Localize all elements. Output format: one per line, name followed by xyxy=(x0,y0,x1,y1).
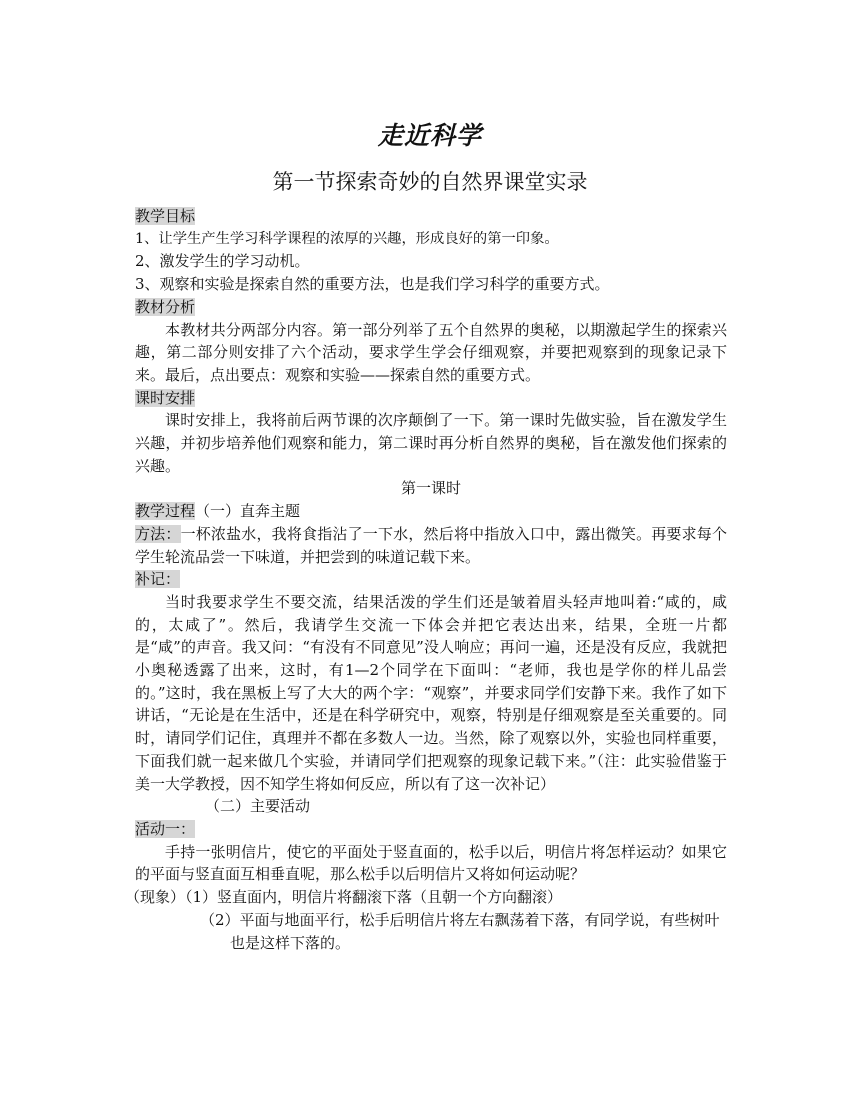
note-label: 补记： xyxy=(135,570,181,589)
goal-item: 3、观察和实验是探索自然的重要方法，也是我们学习科学的重要方式。 xyxy=(135,275,610,294)
phenomenon-one: （现象）（1）竖直面内，明信片将翻滚下落（且朝一个方向翻滚） xyxy=(125,888,563,907)
phenomenon-two: （2）平面与地面平行，松手后明信片将左右飘荡着下落，有同学说，有些树叶也是这样下落的。 xyxy=(200,910,720,952)
analysis-paragraph: 本教材共分两部分内容。第一部分列举了五个自然界的奥秘，以期激起学生的探索兴趣，第二部分则安排了六个活动，要求学生学会仔细观察，并要把观察到的现象记录下来。最后，点出要点：观察和实验——探索自然的重要方式。 xyxy=(135,320,727,384)
document-body xyxy=(125,205,727,954)
method-text: 一杯浓盐水，我将食指沾了一下水，然后将中指放入口中，露出微笑。再要求每个学生轮流品尝一下味道，并把尝到的味道记载下来。 xyxy=(135,524,727,566)
part-two-heading: （二）主要活动 xyxy=(205,797,311,816)
analysis-heading: 教材分析 xyxy=(135,297,196,316)
lesson-one-heading: 第一课时 xyxy=(400,479,461,498)
goals-heading: 教学目标 xyxy=(135,207,196,225)
note-paragraph: 当时我要求学生不要交流，结果活泼的学生们还是皱着眉头轻声地叫着:“咸的，咸的，太咸了”。然后，我请学生交流一下体会并把它表达出来，结果，全班一片都是“咸”的声音。我又问：“有没有不同意见”没人响应；再问一遍，还是没有反应，我就把小奥秘透露了出来，这时，有1—2个同学在下面叫：“老师，我也是学你的样儿品尝的。”这时，我在黑板上写了大大的两个字：“观察”，并要求同学们安静下来。我作了如下讲话，“无论是在生活中，还是在科学研究中，观察，特别是仔细观察是至关重要的。同时，请同学们记住，真理并不都在多数人一边。当然，除了观察以外，实验也同样重要，下面我们就一起来做几个实验，并请同学们把观察的现象记载下来。”（注：此实验借鉴于美一大学教授，因不知学生将如何反应，所以有了这一次补记） xyxy=(135,592,727,793)
schedule-paragraph: 课时安排上，我将前后两节课的次序颠倒了一下。第一课时先做实验，旨在激发学生兴趣，并初步培养他们观察和能力，第二课时再分析自然界的奥秘，旨在激发他们探索的兴趣。 xyxy=(135,411,727,475)
activity-one-label: 活动一： xyxy=(135,819,196,838)
process-part-one: （一）直奔主题 xyxy=(195,502,301,521)
process-heading: 教学过程 xyxy=(135,502,196,521)
goal-item: 1、让学生产生学习科学课程的浓厚的兴趣，形成良好的第一印象。 xyxy=(135,230,559,247)
method-paragraph xyxy=(135,523,727,568)
activity-one-paragraph: 手持一张明信片，使它的平面处于竖直面的，松手以后，明信片将怎样运动？如果它的平面与竖直面互相垂直呢，那么松手以后明信片又将如何运动呢？ xyxy=(135,842,727,884)
goal-item: 2、激发学生的学习动机。 xyxy=(135,252,310,271)
schedule-heading: 课时安排 xyxy=(135,388,196,407)
method-label: 方法： xyxy=(135,524,181,543)
document-subtitle: 第一节探索奇妙的自然界课堂实录 xyxy=(272,170,588,194)
document-title: 走近科学 xyxy=(377,121,482,150)
